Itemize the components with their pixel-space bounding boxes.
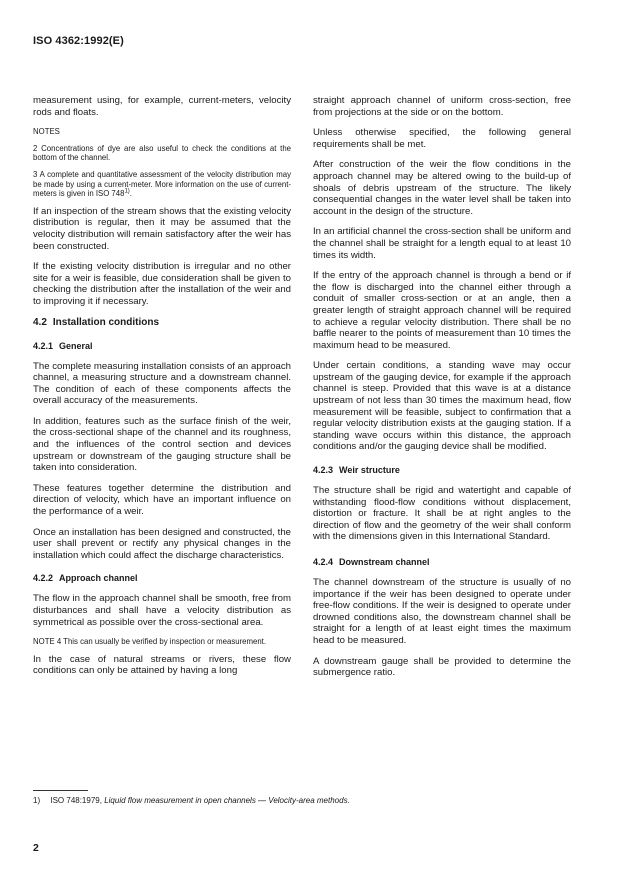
note-3-text: 3 A complete and quantitative assessment of the velocity distribution may be made by using a current-meter. More information on the use of current-meters is given in ISO 748 — [33, 169, 291, 199]
paragraph-addition: In addition, features such as the surface finish of the weir, the cross-sectional shape of the channel and its roughness, and the influences of the control section and devices upstream or downstream of the gauging structure shall be taken into consideration. — [33, 415, 291, 474]
note-3-end: . — [129, 189, 132, 199]
left-column — [33, 95, 291, 686]
section-title: Weir structure — [339, 465, 400, 476]
section-number: 4.2.1 — [33, 340, 54, 351]
paragraph-natural-streams: In the case of natural streams or rivers, these flow conditions can only be attained by having a long — [33, 653, 291, 677]
footnote-number: 1) — [33, 796, 41, 805]
section-4-2-4-heading — [313, 557, 571, 568]
section-number: 4.2.2 — [33, 573, 54, 584]
paragraph-downstream: The channel downstream of the structure is usually of no importance if the weir has been designed to operate under free-flow conditions. If the weir is designed to operate under drowned conditions also, the downstream channel shall be straight for a length of at least eight times the maximum head to be measured. — [313, 577, 571, 646]
paragraph-straight-channel: straight approach channel of uniform cross-section, free from projections at the side or on the bottom. — [313, 95, 571, 118]
paragraph-structure: The structure shall be rigid and watertight and capable of withstanding flood-flow conditions without displacement, distortion or fracture. It shall be at right angles to the direction of flow and the geometry of the weir shall conform with the dimensions given in this International Standard. — [313, 485, 571, 543]
section-number: 4.2.3 — [313, 465, 334, 476]
section-4-2-heading — [33, 317, 291, 329]
section-4-2-1-heading — [33, 341, 291, 352]
footnote-divider — [33, 790, 88, 791]
section-title: Approach channel — [59, 573, 138, 584]
right-column — [313, 95, 571, 688]
paragraph-complete-installation: The complete measuring installation consists of an approach channel, a measuring structure and a downstream channel. The condition of each of these components affects the overall accuracy of the measurements. — [33, 360, 291, 407]
paragraph-continuation: measurement using, for example, current-meters, velocity rods and floats. — [33, 95, 291, 118]
footnote-reference-id: ISO 748:1979, — [50, 796, 102, 805]
paragraph-downstream-gauge: A downstream gauge shall be provided to determine the submergence ratio. — [313, 655, 571, 679]
footnote-reference[interactable]: 1) — [124, 188, 130, 195]
note-4: NOTE 4 This can usually be verified by inspection or measurement. — [33, 637, 267, 647]
notes-label: NOTES — [33, 127, 60, 137]
note-2: 2 Concentrations of dye are also useful to check the conditions at the bottom of the channel. — [33, 143, 291, 163]
document-id-header: ISO 4362:1992(E) — [33, 35, 124, 47]
note-3 — [33, 170, 291, 199]
section-number: 4.2 — [33, 316, 47, 328]
paragraph-artificial-channel: In an artificial channel the cross-section shall be uniform and the channel shall be straight for a length equal to at least 10 times its width. — [313, 226, 571, 261]
paragraph-entry: If the entry of the approach channel is through a bend or if the flow is discharged into the channel either through a conduit of smaller cross-section or at an angle, then a greater length of straight approach channel will be required to achieve a regular velocity distribution. There shall be no baffle nearer to the points of measurement than 10 times the maximum head to be measured. — [313, 270, 571, 351]
paragraph-after-construction: After construction of the weir the flow conditions in the approach channel may be altered owing to the build-up of shoals of debris upstream of the structure. The likely consequential changes in the water level shall be taken into account in the design of the structure. — [313, 159, 571, 217]
paragraph-features: These features together determine the distribution and direction of velocity, which have an important influence on the performance of a weir. — [33, 482, 291, 518]
section-4-2-2-heading — [33, 573, 291, 584]
footnote-title: Liquid flow measurement in open channels — Velocity-area methods. — [104, 796, 350, 805]
paragraph-unless-specified: Unless otherwise specified, the following general requirements shall be met. — [313, 127, 571, 150]
section-4-2-3-heading — [313, 465, 571, 476]
section-number: 4.2.4 — [313, 557, 334, 567]
section-title: Downstream channel — [339, 557, 430, 567]
footnote — [33, 796, 593, 806]
paragraph-inspection: If an inspection of the stream shows that the existing velocity distribution is regular, then it may be assumed that the velocity distribution will remain satisfactory after the weir has been constructed. — [33, 205, 291, 252]
paragraph-flow: The flow in the approach channel shall be smooth, free from disturbances and shall have a velocity distribution as symmetrical as possible over the cross-sectional area. — [33, 593, 291, 628]
page-number: 2 — [33, 842, 39, 854]
section-title: General — [59, 340, 93, 351]
paragraph-standing-wave: Under certain conditions, a standing wave may occur upstream of the gauging device, for example if the approach channel is steep. Provided that this wave is at a distance upstream of not less than 30 times the maximum head, flow measurement will be feasible, subject to confirmation that a regular velocity distribution exists at the gauging station. If a standing wave occurs within this distance, the approach conditions and/or the gauging device shall be modified. — [313, 360, 571, 453]
section-title: Installation conditions — [52, 316, 160, 328]
paragraph-irregular: If the existing velocity distribution is irregular and no other site for a weir is feasible, due consideration shall be given to checking the distribution after the installation of the weir and to improving it if necessary. — [33, 261, 291, 307]
paragraph-once-installed: Once an installation has been designed and constructed, the user shall prevent or rectify any physical changes in the installation which could affect the discharge characteristics. — [33, 526, 291, 561]
